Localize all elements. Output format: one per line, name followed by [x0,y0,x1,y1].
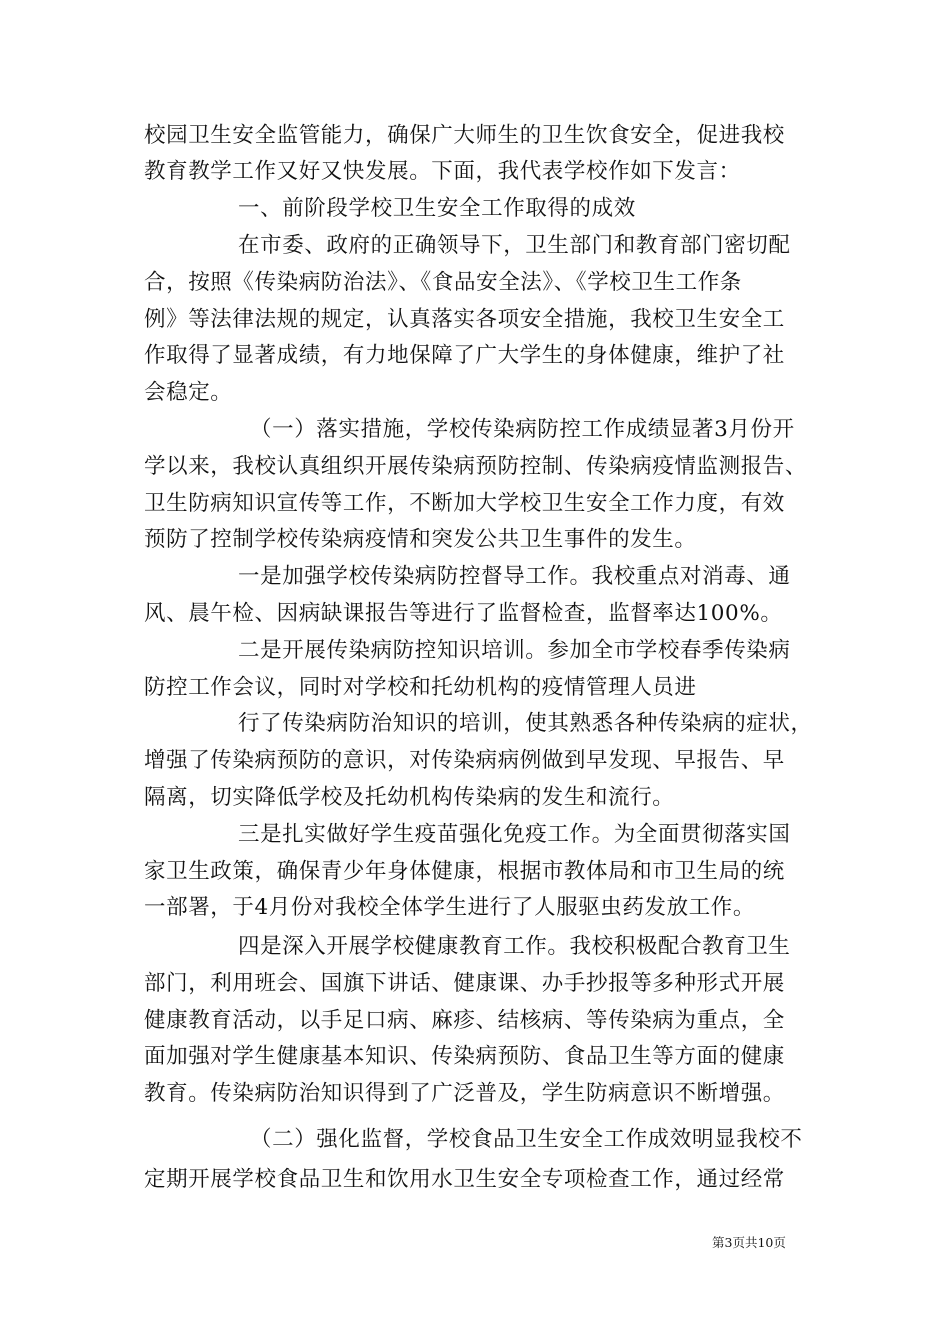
text-line-16: 防控工作会议，同时对学校和托幼机构的疫情管理人员进 [144,675,697,700]
text-line-19: 隔离，切实降低学校及托幼机构传染病的发生和流行。 [144,785,675,810]
text-line-23: 四是深入开展学校健康教育工作。我校积极配合教育卫生 [238,934,791,959]
text-line-27: 教育。传染病防治知识得到了广泛普及，学生防病意识不断增强。 [144,1081,785,1106]
text-line-24: 部门，利用班会、国旗下讲话、健康课、办手抄报等多种形式开展 [144,971,785,996]
text-line-20: 三是扎实做好学生疫苗强化免疫工作。为全面贯彻落实国 [238,822,791,847]
text-line-18: 增强了传染病预防的意识，对传染病病例做到早发现、早报告、早 [144,748,785,773]
text-line-25: 健康教育活动，以手足口病、麻疹、结核病、等传染病为重点，全 [144,1008,785,1033]
subsection-heading-2: （二）强化监督，学校食品卫生安全工作成效明显我校不 [250,1127,803,1152]
text-line-21: 家卫生政策，确保青少年身体健康，根据市教体局和市卫生局的统 [144,859,785,884]
text-line-2: 教育教学工作又好又快发展。下面，我代表学校作如下发言： [144,159,741,184]
page-number: 第3页共10页 [712,1235,786,1250]
text-line-14: 风、晨午检、因病缺课报告等进行了监督检查，监督率达100%。 [144,601,783,626]
text-line-12: 预防了控制学校传染病疫情和突发公共卫生事件的发生。 [144,527,697,552]
text-line-10: 学以来，我校认真组织开展传染病预防控制、传染病疫情监测报告、 [144,454,808,479]
section-heading-1: 一、前阶段学校卫生安全工作取得的成效 [238,196,636,221]
text-line-29: 定期开展学校食品卫生和饮用水卫生安全专项检查工作，通过经常 [144,1167,785,1192]
text-line-5: 合，按照《传染病防治法》、《食品安全法》、《学校卫生工作条 [144,270,742,295]
text-line-15: 二是开展传染病防控知识培训。参加全市学校春季传染病 [238,638,791,663]
text-line-26: 面加强对学生健康基本知识、传染病预防、食品卫生等方面的健康 [144,1044,785,1069]
text-line-4: 在市委、政府的正确领导下，卫生部门和教育部门密切配 [238,233,791,258]
text-line-1: 校园卫生安全监管能力，确保广大师生的卫生饮食安全，促进我校 [144,123,785,148]
subsection-heading-1: （一）落实措施，学校传染病防控工作成绩显著3月份开 [250,417,795,442]
text-line-11: 卫生防病知识宣传等工作，不断加大学校卫生安全工作力度，有效 [144,491,785,516]
text-line-17: 行了传染病防治知识的培训，使其熟悉各种传染病的症状， [238,711,813,736]
text-line-22: 一部署，于4月份对我校全体学生进行了人服驱虫药发放工作。 [144,895,755,920]
text-line-13: 一是加强学校传染病防控督导工作。我校重点对消毒、通 [238,564,791,589]
text-line-6: 例》等法律法规的规定，认真落实各项安全措施，我校卫生安全工 [144,307,785,332]
text-line-8: 会稳定。 [144,380,233,405]
text-line-7: 作取得了显著成绩，有力地保障了广大学生的身体健康，维护了社 [144,343,785,368]
